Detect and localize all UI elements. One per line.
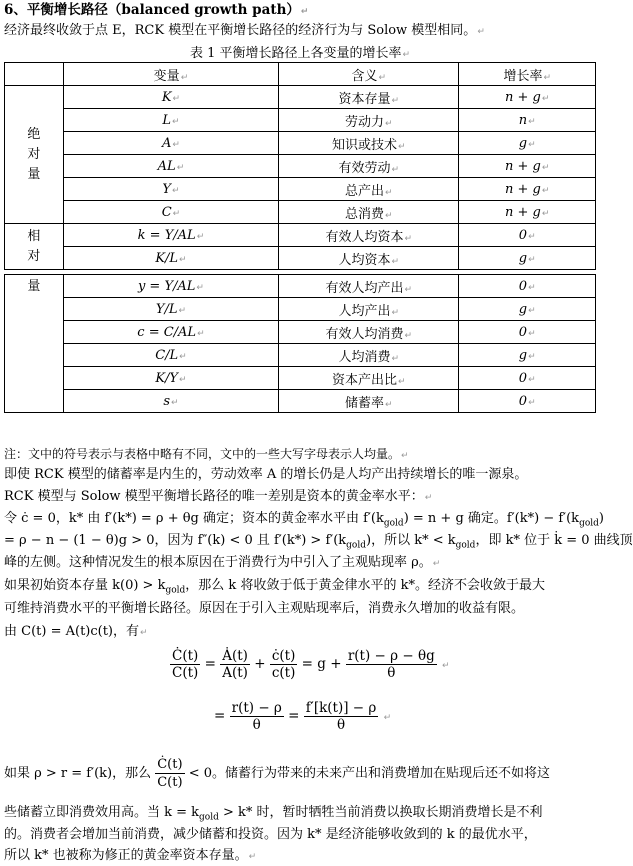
paragraph-3-line-2: = ρ − n − (1 − θ)g > 0，因为 f″(k) < 0 且 $f'(k*) > f'(k_{gold})$，所以 $k* < k_{gold}$，即 k* 位于 k̇ = 0 曲线顶 [4, 533, 633, 551]
meaning-cell: 人均资本↵ [279, 247, 459, 270]
rate-cell: 0↵ [459, 224, 596, 247]
meaning-cell: 总消费↵ [279, 201, 459, 224]
var-cell: K/Y↵ [63, 367, 278, 390]
table-row [5, 390, 596, 413]
rate-cell: 0↵ [459, 321, 596, 344]
rate-cell: n + g↵ [459, 86, 596, 109]
var-cell: s↵ [63, 390, 278, 413]
var-cell: c = C/AL↵ [63, 321, 278, 344]
meaning-cell: 有效人均消费↵ [279, 321, 459, 344]
meaning-cell: 有效人均产出↵ [279, 275, 459, 298]
var-cell: C/L↵ [63, 344, 278, 367]
header-rate: 增长率↵ [459, 63, 596, 86]
paragraph-3-line-1: 令 ċ = 0，k* 由 f′(k*) = ρ + θg 确定；资本的黄金率水平由 $f'(k_{gold}) = n + g$ 确定。$f'(k*) - f'(k_{gold})$ [4, 511, 604, 529]
meaning-cell: 储蓄率↵ [279, 390, 459, 413]
paragraph-1: 即使 RCK 模型的储蓄率是内生的，劳动效率 A 的增长仍是人均产出持续增长的唯一源泉。 [4, 467, 528, 482]
meaning-cell: 人均产出↵ [279, 298, 459, 321]
growth-rate-table [4, 62, 596, 413]
var-cell: K↵ [63, 86, 278, 109]
header-meaning: 含义↵ [279, 63, 459, 86]
table-header-row [5, 63, 596, 86]
meaning-cell: 资本产出比↵ [279, 367, 459, 390]
meaning-cell: 人均消费↵ [279, 344, 459, 367]
equation-line-1: $\frac{Ċ(t)}{C(t)}$ = $\frac{Ȧ(t)}{A(t)}$ + $\frac{ċ(t)}{c(t)}$ = g + $\frac{r(t) - \rho - \theta g}{\theta}$ ↵ [172, 648, 450, 681]
table-note: 注：文中的符号表示与表格中略有不同，文中的一些大写字母表示人均量。↵ [4, 447, 409, 461]
frac-a: $\frac{Ȧ(t)}{A(t)}$ [222, 648, 248, 681]
header-variable: 变量↵ [63, 63, 278, 86]
table-row [5, 275, 596, 298]
table-row [5, 367, 596, 390]
var-cell: AL↵ [63, 155, 278, 178]
paragraph-3-line-3: 峰的左侧。这种情况发生的根本原因在于消费行为中引入了主观贴现率 ρ。↵ [4, 555, 441, 570]
var-cell: K/L↵ [63, 247, 278, 270]
frac-r1: $\frac{r(t) - \rho - \theta g}{\theta}$ [347, 648, 435, 681]
frac-p5: $\frac{Ċ(t)}{C(t)}$ [157, 757, 183, 790]
rate-cell: n + g↵ [459, 178, 596, 201]
frac-c: $\frac{ċ(t)}{c(t)}$ [271, 648, 296, 681]
table-row [5, 178, 596, 201]
var-cell: y = Y/AL↵ [63, 275, 278, 298]
meaning-cell: 总产出↵ [279, 178, 459, 201]
equation-line-2: = $\frac{r(t) - \rho}{\theta}$ = $\frac{f'[k(t)] - \rho}{\theta}$ ↵ [214, 700, 392, 733]
rate-cell: n + g↵ [459, 201, 596, 224]
table-row [5, 155, 596, 178]
rate-cell: 0↵ [459, 275, 596, 298]
meaning-cell: 有效人均资本↵ [279, 224, 459, 247]
rate-cell: g↵ [459, 344, 596, 367]
group-relative-label: 相对 [27, 228, 41, 264]
table-row [5, 344, 596, 367]
intro-line: 经济最终收敛于点 E，RCK 模型在平衡增长路径的经济行为与 Solow 模型相同。↵ [4, 23, 485, 38]
frac-lhs: $\frac{Ċ(t)}{C(t)}$ [172, 648, 199, 681]
meaning-cell: 劳动力↵ [279, 109, 459, 132]
paragraph-4-line-3: 由 C(t) = A(t)c(t)，有↵ [4, 624, 148, 639]
group-relative-cont-label: 量 [27, 279, 41, 294]
paragraph-6-line-3: 所以 k* 也被称为修正的黄金率资本存量。↵ [4, 848, 257, 863]
table-row [5, 109, 596, 132]
var-cell: k = Y/AL↵ [63, 224, 278, 247]
group-relative-cont [5, 275, 64, 413]
rate-cell: 0↵ [459, 367, 596, 390]
table-row [5, 132, 596, 155]
table-row [5, 298, 596, 321]
table-row [5, 321, 596, 344]
paragraph-6-line-1: 些储蓄立即消费效用高。当 $k = k_{gold} > k*$ 时，暂时牺牲当前消费以换取长期消费增长是不利 [4, 805, 543, 823]
frac-r2: $\frac{r(t) - \rho}{\theta}$ [231, 700, 282, 733]
group-absolute [5, 86, 64, 224]
group-relative [5, 224, 64, 270]
var-cell: L↵ [63, 109, 278, 132]
meaning-cell: 知识或技术↵ [279, 132, 459, 155]
table-row [5, 224, 596, 247]
paragraph-5: 如果 ρ > r = f′(k)，那么 $\frac{Ċ(t)}{C(t)}$ < 0。储蓄行为带来的未来产出和消费增加在贴现后还不如将这 [4, 757, 550, 790]
table-caption: 表 1 平衡增长路径上各变量的增长率↵ [189, 46, 411, 61]
rate-cell: g↵ [459, 132, 596, 155]
meaning-cell: 有效劳动↵ [279, 155, 459, 178]
group-absolute-label: 绝对量 [27, 126, 41, 182]
rate-cell: n + g↵ [459, 155, 596, 178]
meaning-cell: 资本存量↵ [279, 86, 459, 109]
paragraph-6-line-2: 的。消费者会增加当前消费，减少储蓄和投资。因为 k* 是经济能够收敛到的 k 的最优水平， [4, 827, 537, 842]
table-row [5, 247, 596, 270]
var-cell: Y/L↵ [63, 298, 278, 321]
rate-cell: g↵ [459, 298, 596, 321]
paragraph-4-line-1: 如果初始资本存量 $k(0) > k_{gold}$，那么 k 将收敛于低于黄金律水平的 k*。经济不会收敛于最大 [4, 578, 545, 596]
table-row [5, 86, 596, 109]
var-cell: Y↵ [63, 178, 278, 201]
table-corner-cell [5, 63, 64, 86]
paragraph-4-line-2: 可维持消费水平的平衡增长路径。原因在于引入主观贴现率后，消费永久增加的收益有限。 [4, 601, 525, 616]
rate-cell: 0↵ [459, 390, 596, 413]
var-cell: C↵ [63, 201, 278, 224]
rate-cell: n↵ [459, 109, 596, 132]
var-cell: A↵ [63, 132, 278, 155]
section-title: 6、平衡增长路径（balanced growth path）↵ [4, 2, 309, 18]
paragraph-2: RCK 模型与 Solow 模型平衡增长路径的唯一差别是资本的黄金率水平：↵ [4, 489, 433, 504]
rate-cell: g↵ [459, 247, 596, 270]
table-row [5, 201, 596, 224]
frac-r3: $\frac{f'[k(t)] - \rho}{\theta}$ [305, 700, 377, 733]
